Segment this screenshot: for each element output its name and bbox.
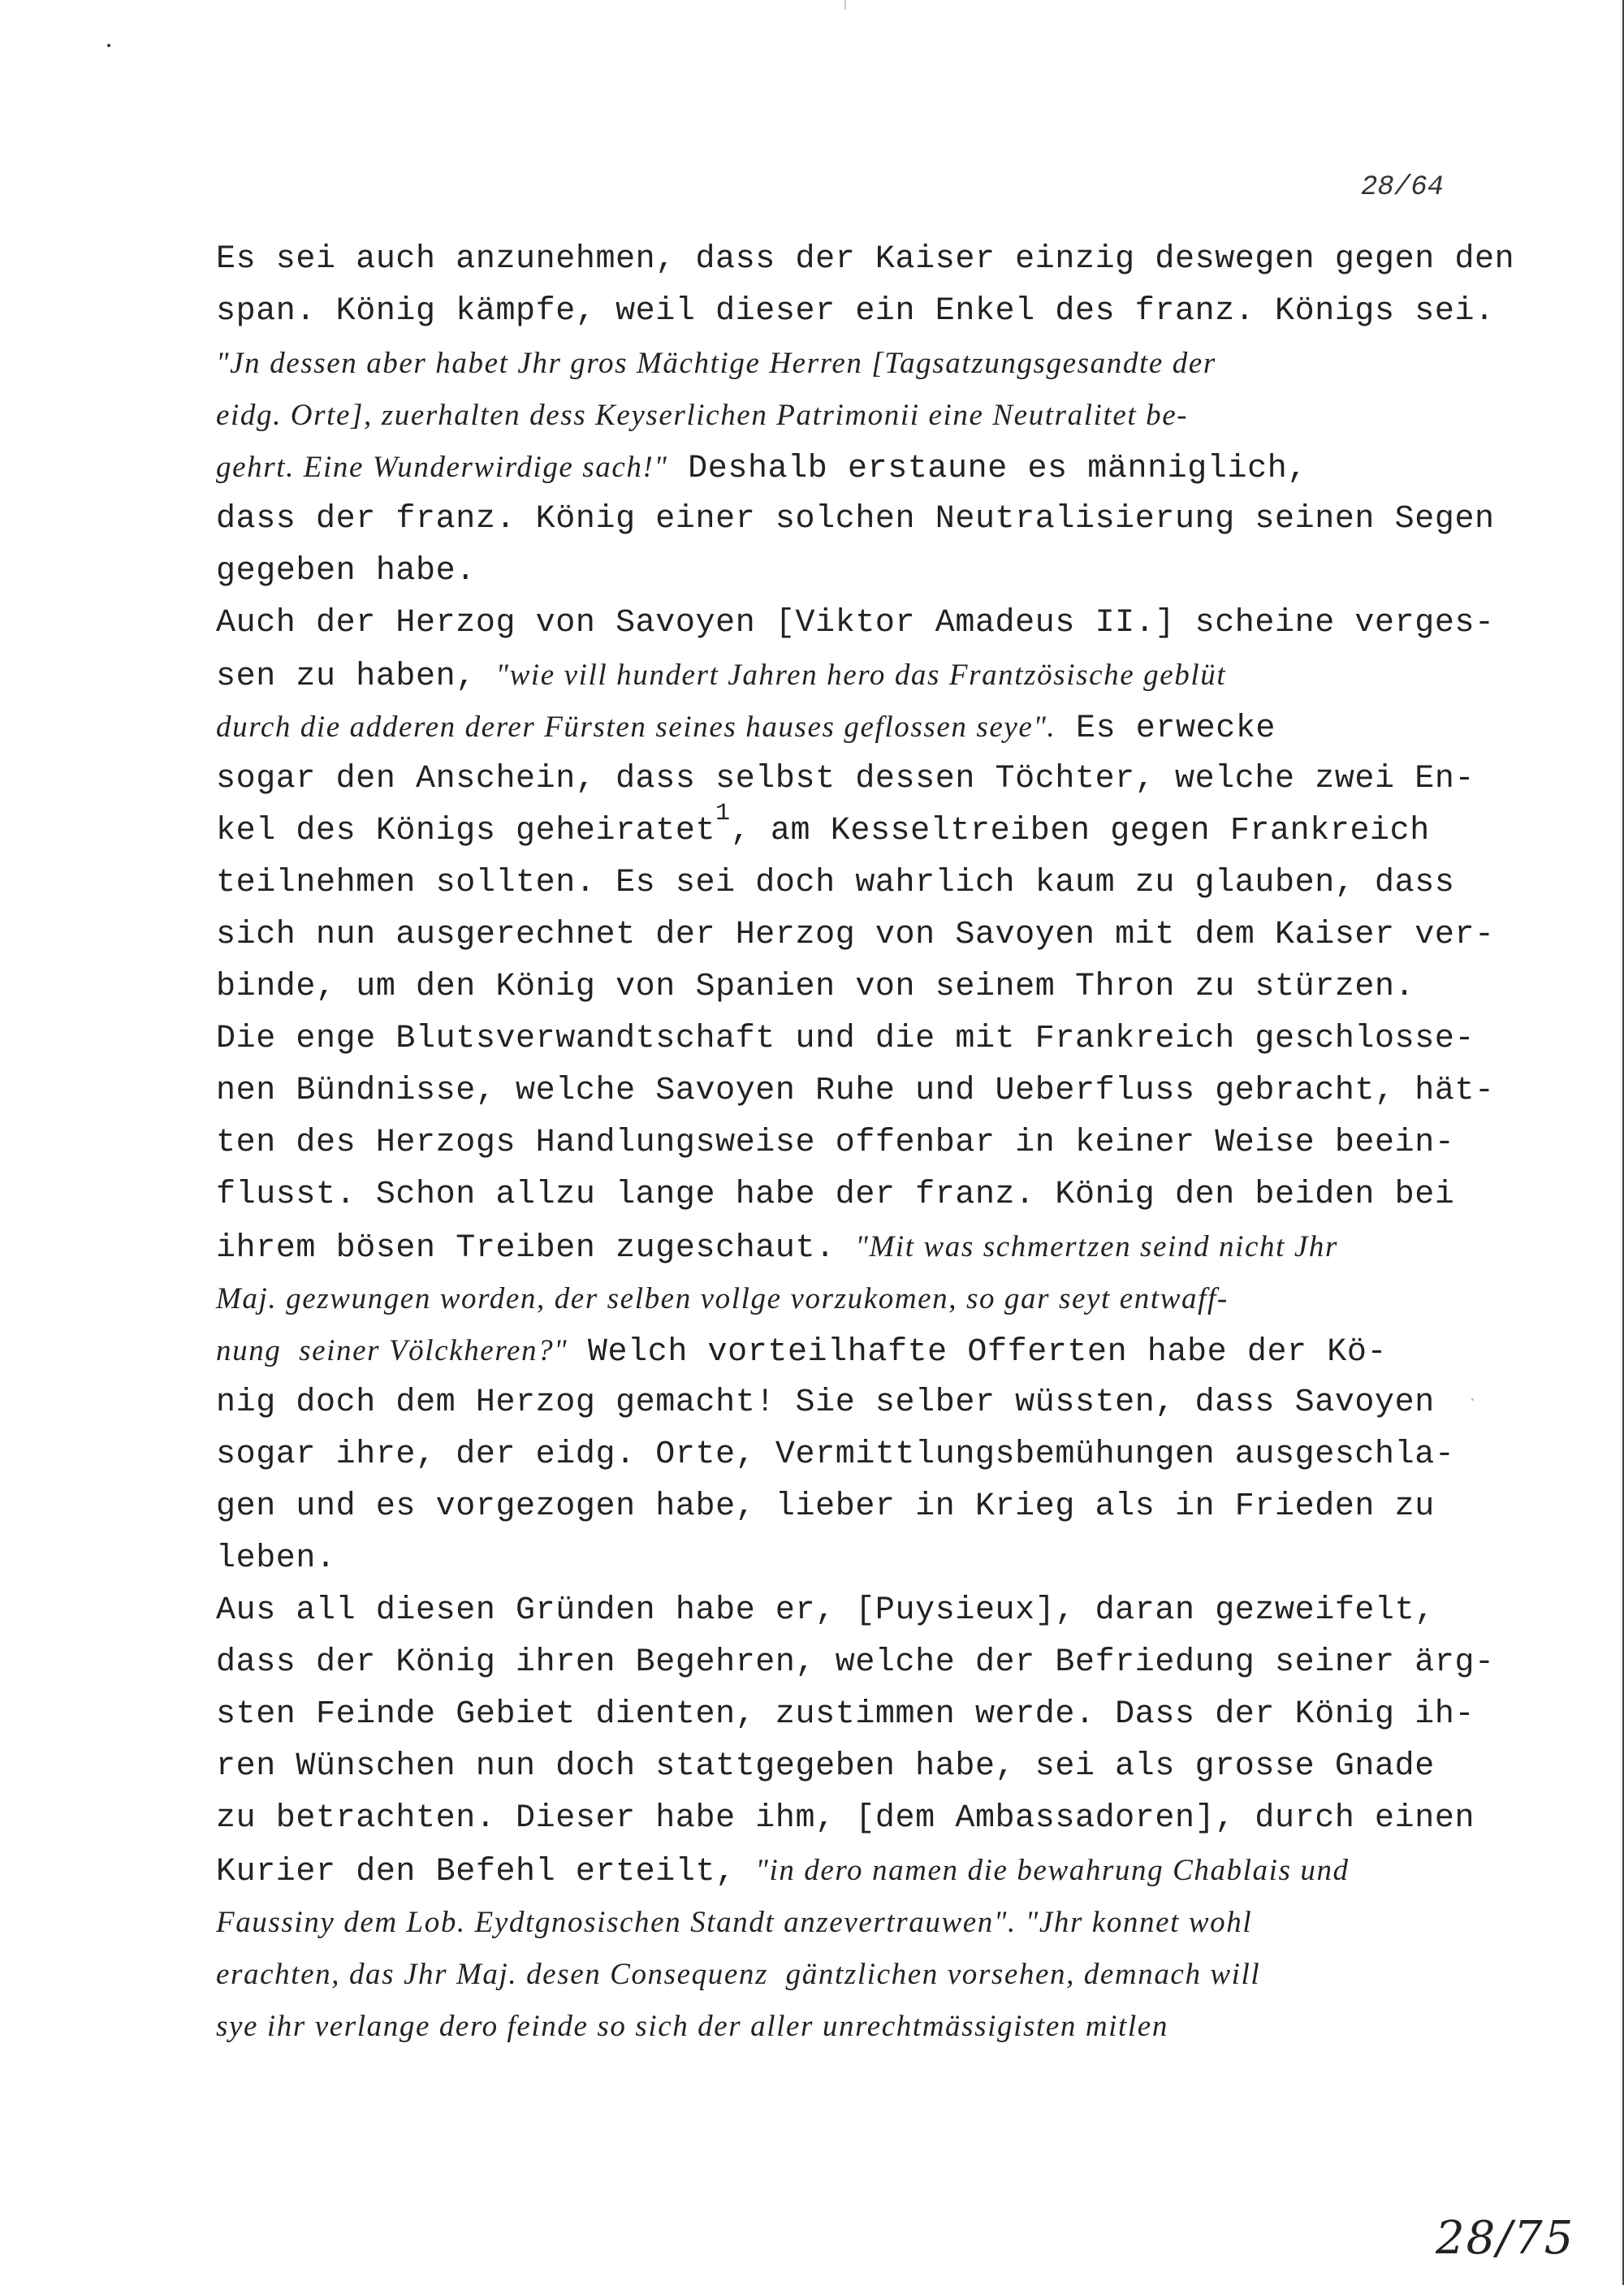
text-line [216, 1065, 1495, 1117]
text-line [216, 1325, 1483, 1377]
text-line [216, 1117, 1483, 1169]
text-line [216, 1429, 1483, 1481]
body-text [216, 234, 1515, 2053]
text-segment: zu betrachten. Dieser habe ihm, [dem Ambassadoren], durch einen [216, 1800, 1475, 1837]
historic-quotation: eidg. Orte], zuerhalten dess Keyserlichen Patrimonii eine Neutralitet be- [216, 399, 1189, 432]
text-line [216, 909, 1495, 961]
historic-quotation: "Mit was schmertzen seind nicht Jhr [855, 1230, 1338, 1263]
text-segment: Auch der Herzog von Savoyen [Viktor Amadeus II.] scheine verges- [216, 605, 1495, 641]
text-line [216, 442, 1483, 494]
scan-mark [844, 0, 846, 10]
text-line [216, 800, 1483, 857]
text-line [216, 1949, 1483, 2001]
text-segment: sogar ihre, der eidg. Orte, Vermittlungsbemühungen ausgeschla- [216, 1436, 1455, 1473]
text-line [216, 1897, 1483, 1949]
text-line [216, 390, 1483, 442]
text-segment: dass der König ihren Begehren, welche der Befriedung seiner ärg- [216, 1644, 1495, 1681]
page-number: 28/64 [1361, 172, 1445, 203]
historic-quotation: durch die adderen derer Fürsten seines hauses geflossen seye". [216, 711, 1056, 744]
text-segment: binde, um den König von Spanien von seinem Thron zu stürzen. [216, 969, 1415, 1005]
text-line [216, 286, 1495, 338]
text-segment: ten des Herzogs Handlungsweise offenbar in keiner Weise beein- [216, 1125, 1455, 1161]
text-line [216, 598, 1495, 650]
text-segment: ihrem bösen Treiben zugeschaut. [216, 1230, 856, 1267]
text-segment: leben. [216, 1540, 336, 1577]
text-line [216, 1793, 1483, 1845]
text-line [216, 1533, 1483, 1585]
text-line [216, 1273, 1483, 1325]
text-segment: span. König kämpfe, weil dieser ein Enkel des franz. Königs sei. [216, 293, 1495, 330]
text-segment: Kurier den Befehl erteilt, [216, 1854, 756, 1890]
text-line [216, 1845, 1483, 1897]
text-segment: , am Kesseltreiben gegen Frankreich [730, 813, 1430, 849]
historic-quotation: erachten, das Jhr Maj. desen Consequenz gäntzlichen vorsehen, demnach will [216, 1958, 1261, 1991]
historic-quotation: gehrt. Eine Wunderwirdige sach!" [216, 451, 668, 484]
historic-quotation: Maj. gezwungen worden, der selben vollge vorzukomen, so gar seyt entwaff- [216, 1282, 1229, 1315]
text-segment: nen Bündnisse, welche Savoyen Ruhe und Ueberfluss gebracht, hät- [216, 1073, 1495, 1109]
text-segment: teilnehmen sollten. Es sei doch wahrlich kaum zu glauben, dass [216, 865, 1455, 901]
handwritten-folio-number: 28/75 [1436, 2212, 1575, 2265]
text-segment: sogar den Anschein, dass selbst dessen Töchter, welche zwei En- [216, 761, 1475, 797]
text-line [216, 1481, 1483, 1533]
text-line [216, 650, 1483, 702]
text-segment: flusst. Schon allzu lange habe der franz. König den beiden bei [216, 1177, 1455, 1213]
text-segment: sen zu haben, [216, 659, 496, 695]
text-line [216, 1221, 1483, 1273]
text-line [216, 1637, 1495, 1689]
text-segment: Deshalb erstaune es männiglich, [667, 451, 1307, 487]
text-line [216, 1377, 1483, 1429]
text-segment: Es erwecke [1056, 711, 1276, 747]
text-segment: nig doch dem Herzog gemacht! Sie selber wüssten, dass Savoyen [216, 1384, 1435, 1421]
text-line [216, 961, 1483, 1013]
text-segment: Welch vorteilhafte Offerten habe der Kö- [568, 1334, 1388, 1371]
text-line [216, 546, 1483, 598]
text-line [216, 1741, 1483, 1793]
text-segment: gen und es vorgezogen habe, lieber in Krieg als in Frieden zu [216, 1488, 1435, 1525]
text-segment: dass der franz. König einer solchen Neutralisierung seinen Segen [216, 501, 1495, 538]
text-line [216, 234, 1515, 286]
text-segment: ren Wünschen nun doch stattgegeben habe, sei als grosse Gnade [216, 1748, 1435, 1785]
text-line [216, 2001, 1483, 2053]
text-segment: Die enge Blutsverwandtschaft und die mit Frankreich geschlosse- [216, 1021, 1475, 1057]
text-line [216, 494, 1495, 546]
text-segment: sten Feinde Gebiet dienten, zustimmen werde. Dass der König ih- [216, 1696, 1475, 1733]
footnote-marker: 1 [715, 800, 731, 827]
scan-speck [107, 44, 110, 47]
text-line [216, 702, 1483, 754]
text-segment: gegeben habe. [216, 553, 476, 590]
historic-quotation: "Jn dessen aber habet Jhr gros Mächtige Herren [Tagsatzungsgesandte der [216, 347, 1216, 380]
text-segment: Aus all diesen Gründen habe er, [Puysieux], daran gezweifelt, [216, 1592, 1435, 1629]
historic-quotation: "in dero namen die bewahrung Chablais und [755, 1854, 1350, 1887]
text-line [216, 1013, 1483, 1065]
text-segment: kel des Königs geheiratet [216, 813, 716, 849]
text-line [216, 1585, 1483, 1637]
text-line [216, 1169, 1483, 1221]
historic-quotation: "wie vill hundert Jahren hero das Frantzösische geblüt [495, 659, 1227, 692]
text-line [216, 857, 1483, 909]
text-line [216, 338, 1483, 390]
historic-quotation: nung seiner Völckheren?" [216, 1334, 568, 1367]
text-segment: Es sei auch anzunehmen, dass der Kaiser einzig deswegen gegen den [216, 241, 1515, 278]
text-line [216, 754, 1483, 806]
historic-quotation: sye ihr verlange dero feinde so sich der aller unrechtmässigisten mitlen [216, 2010, 1168, 2043]
text-line [216, 1689, 1483, 1741]
historic-quotation: Faussiny dem Lob. Eydtgnosischen Standt anzevertrauwen". "Jhr konnet wohl [216, 1906, 1253, 1939]
text-segment: sich nun ausgerechnet der Herzog von Savoyen mit dem Kaiser ver- [216, 917, 1495, 953]
